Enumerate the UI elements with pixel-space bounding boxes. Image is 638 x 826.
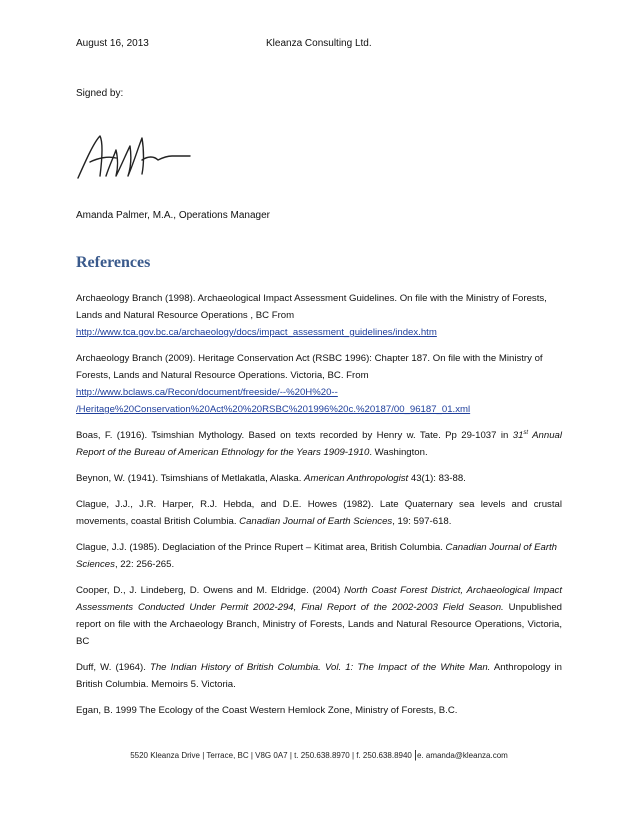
reference-text: . Washington. [369,447,428,458]
reference-italic: The Indian History of British Columbia. Vol. 1: The Impact of the White Man. [149,662,491,673]
reference-text: Duff, W. (1964). [76,662,150,673]
references-list [76,290,562,728]
reference-italic: Canadian Journal of Earth Sciences [239,516,393,527]
reference-item [76,470,562,487]
reference-text: Archaeology Branch (1998). Archaeological Impact Assessment Guidelines. On file with the Ministry of Forests, Lands and Natural Resource Operations , BC From [76,293,547,321]
reference-text: Cooper, D., J. Lindeberg, D. Owens and M. Eldridge. (2004) [76,585,345,596]
reference-text: Clague, J.J., J.R. Harper, R.J. Hebda, and D.E. Howes (1982). Late Quaternary sea levels and crustal movements, coastal British Columbia. [76,499,562,527]
footer-address: 5520 Kleanza Drive | Terrace, BC | V8G 0A7 | t. 250.638.8970 | f. 250.638.8940 [130,751,412,760]
signature-image [72,120,192,188]
signed-by-label: Signed by: [76,88,124,99]
reference-text: Clague, J.J. (1985). Deglaciation of the Prince Rupert – Kitimat area, British Columbia. [76,542,446,553]
header-company: Kleanza Consulting Ltd. [266,38,372,49]
reference-text: Boas, F. (1916). Tsimshian Mythology. Based on texts recorded by Henry w. Tate. Pp 29-1037 in [76,430,513,441]
reference-link[interactable]: http://www.tca.gov.bc.ca/archaeology/docs/impact_assessment_guidelines/index.htm [76,327,437,338]
footer-divider: | [414,749,417,761]
reference-italic: Annual Report of the Bureau of American Ethnology for the Years 1909-1910 [76,430,563,458]
references-title: References [76,254,151,271]
reference-italic: 31 [512,430,524,441]
reference-item [76,659,562,693]
reference-text: Anthropology in British Columbia. Memoirs 5. Victoria. [76,662,562,690]
reference-item [76,290,562,341]
reference-item [76,496,562,530]
reference-text: Archaeology Branch (2009). Heritage Conservation Act (RSBC 1996): Chapter 187. On file with the Ministry of Forests, Lands and Natural Resource Operations. Victoria, BC. From [76,353,543,381]
reference-text: Unpublished report on file with the Archaeology Branch, Ministry of Forests, Lands and Natural Resource Operations, Victoria, BC [76,602,562,647]
reference-text: , 19: 597-618. [392,516,452,527]
reference-text: Beynon, W. (1941). Tsimshians of Metlakatla, Alaska. [76,473,305,484]
reference-item [76,702,562,719]
reference-text: Egan, B. 1999 The Ecology of the Coast Western Hemlock Zone, Ministry of Forests, B.C. [76,705,458,716]
signer-name: Amanda Palmer, M.A., Operations Manager [76,210,270,221]
reference-item [76,350,562,418]
header-date: August 16, 2013 [76,38,149,49]
footer-email[interactable]: e. amanda@kleanza.com [416,751,508,760]
reference-item [76,427,562,461]
reference-link[interactable]: http://www.bclaws.ca/Recon/document/freeside/--%20H%20-- [76,387,338,398]
page-footer [0,749,638,761]
reference-italic: North Coast Forest District, Archaeological Impact Assessments Conducted Under Permit 2002-294, Final Report of the 2002-2003 Field Season. [76,585,562,613]
reference-italic: Canadian Journal of Earth Sciences [76,542,558,570]
reference-item [76,582,562,650]
reference-superscript: st [523,429,529,436]
reference-italic: American Anthropologist [304,473,409,484]
reference-text: 43(1): 83-88. [408,473,466,484]
reference-text: , 22: 256-265. [114,559,175,570]
reference-link-continued[interactable]: /Heritage%20Conservation%20Act%20%20RSBC%201996%20c.%20187/00_96187_01.xml [76,404,471,415]
reference-item [76,539,562,573]
